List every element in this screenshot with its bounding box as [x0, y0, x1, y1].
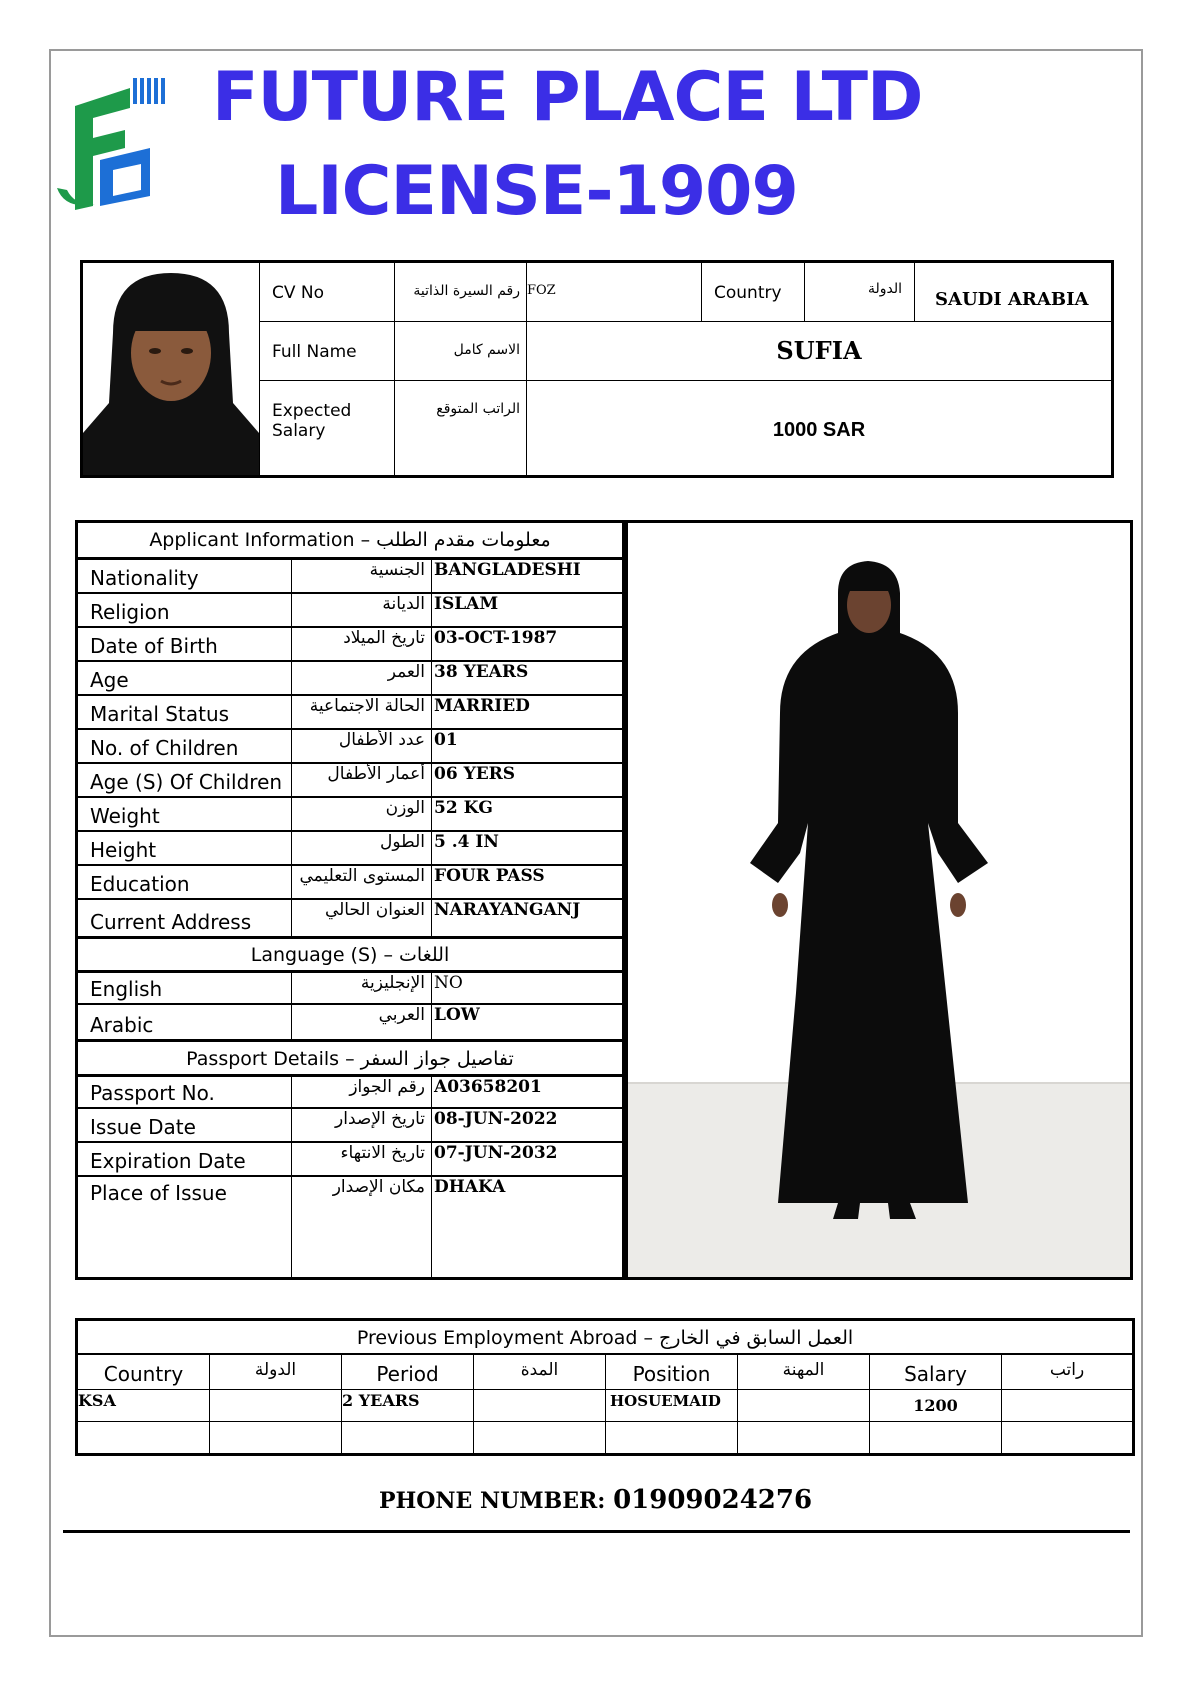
row-arabic-label: عدد الأطفال	[292, 730, 432, 762]
row-value: 07-JUN-2032	[434, 1143, 558, 1163]
col-period: Period	[342, 1355, 474, 1390]
cv-no-value: FOZ	[527, 263, 702, 322]
row-value: FOUR PASS	[434, 866, 545, 886]
row-value: DHAKA	[434, 1177, 506, 1197]
row-arabic-label: الجنسية	[292, 560, 432, 592]
table-row	[78, 696, 622, 730]
row-value: 38 YEARS	[434, 662, 529, 682]
row-value: BANGLADESHI	[434, 560, 581, 580]
row-arabic-label: رقم الجواز	[292, 1077, 432, 1107]
col-country: Country	[78, 1355, 210, 1390]
full-name-value: SUFIA	[527, 322, 1111, 381]
row-arabic-label: العنوان الحالي	[292, 900, 432, 936]
row-arabic-label: الديانة	[292, 594, 432, 626]
row-label: Religion	[78, 594, 292, 626]
row-label: Education	[78, 866, 292, 898]
row-label: Place of Issue	[78, 1177, 292, 1277]
applicant-portrait	[83, 263, 259, 475]
country-arabic-label: الدولة	[805, 263, 915, 322]
row-arabic-label: تاريخ الانتهاء	[292, 1143, 432, 1175]
col-position-ar: المهنة	[738, 1355, 870, 1390]
full-name-label: Full Name	[260, 322, 395, 381]
table-row	[78, 1077, 622, 1109]
row-value: NO	[434, 973, 463, 993]
row-label: Weight	[78, 798, 292, 830]
row-value: NARAYANGANJ	[434, 900, 581, 920]
applicant-info-table	[75, 520, 625, 1280]
company-logo	[55, 78, 165, 216]
row-value: 52 KG	[434, 798, 493, 818]
language-header: Language (S) – اللغات	[78, 936, 622, 973]
footer-divider	[63, 1530, 1130, 1533]
row-value: 06 YERS	[434, 764, 516, 784]
row-label: No. of Children	[78, 730, 292, 762]
row-label: Arabic	[78, 1005, 292, 1039]
expected-salary-value: 1000 SAR	[772, 419, 866, 441]
company-title: FUTURE PLACE LTD	[212, 58, 923, 137]
row-label: English	[78, 973, 292, 1003]
full-name-arabic-label: الاسم كامل	[395, 322, 527, 381]
row-label: Issue Date	[78, 1109, 292, 1141]
row-arabic-label: الإنجليزية	[292, 973, 432, 1003]
passport-header: Passport Details – تفاصيل جواز السفر	[78, 1039, 622, 1077]
table-row	[78, 900, 622, 936]
row-arabic-label: الطول	[292, 832, 432, 864]
row-value: LOW	[434, 1005, 480, 1025]
col-salary: Salary	[870, 1355, 1002, 1390]
row-arabic-label: الحالة الاجتماعية	[292, 696, 432, 728]
emp-period-value: 2 YEARS	[342, 1390, 474, 1422]
table-row	[78, 798, 622, 832]
table-row	[78, 764, 622, 798]
row-value: ISLAM	[434, 594, 499, 614]
phone-number-line	[0, 1485, 1191, 1515]
col-period-ar: المدة	[474, 1355, 606, 1390]
row-arabic-label: أعمار الأطفال	[292, 764, 432, 796]
col-country-ar: الدولة	[210, 1355, 342, 1390]
table-row	[78, 662, 622, 696]
row-label: Date of Birth	[78, 628, 292, 660]
table-row	[78, 560, 622, 594]
row-label: Nationality	[78, 560, 292, 592]
row-arabic-label: العمر	[292, 662, 432, 694]
table-row	[78, 973, 622, 1005]
table-row	[78, 1005, 622, 1039]
row-label: Expiration Date	[78, 1143, 292, 1175]
employment-header: Previous Employment Abroad – العمل السابق في الخارج	[78, 1321, 1132, 1355]
country-label: Country	[702, 263, 805, 322]
row-label: Age	[78, 662, 292, 694]
table-row	[78, 730, 622, 764]
row-label: Current Address	[78, 900, 292, 936]
row-value: 03-OCT-1987	[434, 628, 558, 648]
phone-label: PHONE NUMBER:	[378, 1488, 606, 1514]
row-arabic-label: مكان الإصدار	[292, 1177, 432, 1277]
row-value: 5 .4 IN	[434, 832, 499, 852]
cv-no-arabic-label: رقم السيرة الذاتية	[395, 263, 527, 322]
cv-no-label: CV No	[260, 263, 395, 322]
emp-country-value: KSA	[78, 1390, 210, 1422]
employment-table	[75, 1318, 1135, 1456]
col-salary-ar: راتب	[1002, 1355, 1132, 1390]
emp-salary-value: 1200	[870, 1390, 1002, 1422]
row-label: Passport No.	[78, 1077, 292, 1107]
license-title: LICENSE-1909	[275, 152, 798, 231]
row-arabic-label: تاريخ الإصدار	[292, 1109, 432, 1141]
table-row	[78, 1109, 622, 1143]
row-value: 01	[434, 730, 458, 750]
row-value: 08-JUN-2022	[434, 1109, 558, 1129]
row-arabic-label: الوزن	[292, 798, 432, 830]
table-row	[78, 1177, 622, 1277]
row-label: Marital Status	[78, 696, 292, 728]
row-value: A03658201	[434, 1077, 542, 1097]
row-arabic-label: العربي	[292, 1005, 432, 1039]
full-body-figure	[628, 523, 1130, 1277]
applicant-info-header: Applicant Information – معلومات مقدم الطلب	[78, 523, 622, 560]
row-label: Height	[78, 832, 292, 864]
applicant-full-photo	[625, 520, 1133, 1280]
table-row	[78, 594, 622, 628]
expected-salary-arabic-label: الراتب المتوقع	[395, 381, 527, 475]
table-row	[78, 866, 622, 900]
emp-position-value: HOSUEMAID	[606, 1390, 738, 1422]
phone-value: 01909024276	[613, 1485, 813, 1515]
table-row	[78, 628, 622, 662]
summary-table	[80, 260, 1114, 478]
row-value: MARRIED	[434, 696, 530, 716]
row-label: Age (S) Of Children	[78, 764, 292, 796]
country-value: SAUDI ARABIA	[915, 263, 1111, 322]
col-position: Position	[606, 1355, 738, 1390]
row-arabic-label: المستوى التعليمي	[292, 866, 432, 898]
expected-salary-label: Expected Salary	[260, 381, 395, 475]
row-arabic-label: تاريخ الميلاد	[292, 628, 432, 660]
table-row	[78, 832, 622, 866]
table-row	[78, 1143, 622, 1177]
